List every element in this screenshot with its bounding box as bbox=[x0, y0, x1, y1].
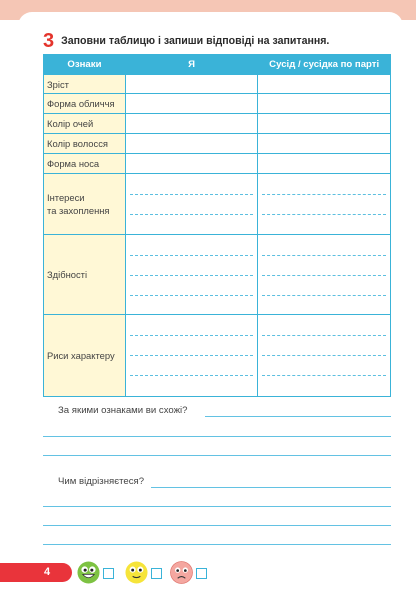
row-label-face-shape: Форма обличчя bbox=[44, 94, 126, 114]
answer-cell-deskmate[interactable] bbox=[258, 315, 391, 397]
sad-face-icon bbox=[170, 561, 193, 584]
top-decorative-band bbox=[0, 0, 416, 27]
task-number: 3 bbox=[43, 30, 55, 52]
happy-face-icon bbox=[77, 561, 100, 584]
happy-checkbox[interactable] bbox=[103, 568, 114, 579]
dashed-guide-line bbox=[130, 214, 253, 215]
answer-cell-me[interactable] bbox=[125, 315, 257, 397]
dashed-guide-line bbox=[130, 295, 253, 296]
dashed-guide-line bbox=[262, 335, 386, 336]
answer-cell-deskmate[interactable] bbox=[258, 174, 391, 235]
answer-cell-deskmate[interactable] bbox=[258, 134, 391, 154]
row-label-eye-color: Колір очей bbox=[44, 114, 126, 134]
answer-cell-deskmate[interactable] bbox=[258, 94, 391, 114]
dashed-guide-line bbox=[130, 375, 253, 376]
dashed-guide-line bbox=[262, 214, 386, 215]
row-label-hair-color: Колір волосся bbox=[44, 134, 126, 154]
answer-cell-deskmate[interactable] bbox=[258, 114, 391, 134]
header-deskmate: Сусід / сусідка по парті bbox=[258, 55, 391, 75]
header-me: Я bbox=[125, 55, 257, 75]
dashed-guide-line bbox=[130, 335, 253, 336]
row-label-nose-shape: Форма носа bbox=[44, 154, 126, 174]
row-label-abilities: Здібності bbox=[44, 235, 126, 315]
row-label-interests: Інтереси та захоплення bbox=[44, 174, 126, 235]
answer-line[interactable] bbox=[43, 506, 391, 507]
task-instruction: Заповни таблицю і запиши відповіді на запитання. bbox=[61, 35, 330, 47]
dashed-guide-line bbox=[262, 255, 386, 256]
sad-checkbox[interactable] bbox=[196, 568, 207, 579]
task-header bbox=[43, 32, 329, 50]
answer-line[interactable] bbox=[205, 416, 391, 417]
answer-cell-deskmate[interactable] bbox=[258, 154, 391, 174]
answer-line[interactable] bbox=[43, 544, 391, 545]
dashed-guide-line bbox=[262, 375, 386, 376]
dashed-guide-line bbox=[130, 275, 253, 276]
answer-line[interactable] bbox=[43, 525, 391, 526]
page-number-tab bbox=[0, 563, 72, 582]
table-header-row bbox=[44, 55, 391, 75]
neutral-face-icon bbox=[125, 561, 148, 584]
dashed-guide-line bbox=[130, 194, 253, 195]
page-number: 4 bbox=[43, 566, 51, 578]
table-row bbox=[44, 235, 391, 315]
answer-cell-me[interactable] bbox=[125, 235, 257, 315]
answer-cell-deskmate[interactable] bbox=[258, 75, 391, 94]
table-row bbox=[44, 154, 391, 174]
answer-cell-me[interactable] bbox=[125, 94, 257, 114]
dashed-guide-line bbox=[130, 255, 253, 256]
answer-line[interactable] bbox=[43, 455, 391, 456]
question-differences: Чим відрізняєтеся? bbox=[58, 476, 145, 487]
table-row bbox=[44, 94, 391, 114]
answer-cell-me[interactable] bbox=[125, 174, 257, 235]
table-row bbox=[44, 315, 391, 397]
header-features: Ознаки bbox=[44, 55, 126, 75]
table-row bbox=[44, 114, 391, 134]
answer-cell-me[interactable] bbox=[125, 75, 257, 94]
dashed-guide-line bbox=[262, 275, 386, 276]
question-similarities: За якими ознаками ви схожі? bbox=[58, 405, 188, 416]
dashed-guide-line bbox=[262, 194, 386, 195]
dashed-guide-line bbox=[130, 355, 253, 356]
dashed-guide-line bbox=[262, 295, 386, 296]
dashed-guide-line bbox=[262, 355, 386, 356]
answer-line[interactable] bbox=[43, 436, 391, 437]
neutral-checkbox[interactable] bbox=[151, 568, 162, 579]
answer-cell-deskmate[interactable] bbox=[258, 235, 391, 315]
answer-cell-me[interactable] bbox=[125, 114, 257, 134]
table-row bbox=[44, 75, 391, 94]
row-label-height: Зріст bbox=[44, 75, 126, 94]
table-row bbox=[44, 134, 391, 154]
answer-line[interactable] bbox=[151, 487, 391, 488]
row-label-character-traits: Риси характеру bbox=[44, 315, 126, 397]
answer-cell-me[interactable] bbox=[125, 134, 257, 154]
answer-cell-me[interactable] bbox=[125, 154, 257, 174]
comparison-table bbox=[43, 54, 391, 397]
table-row bbox=[44, 174, 391, 235]
